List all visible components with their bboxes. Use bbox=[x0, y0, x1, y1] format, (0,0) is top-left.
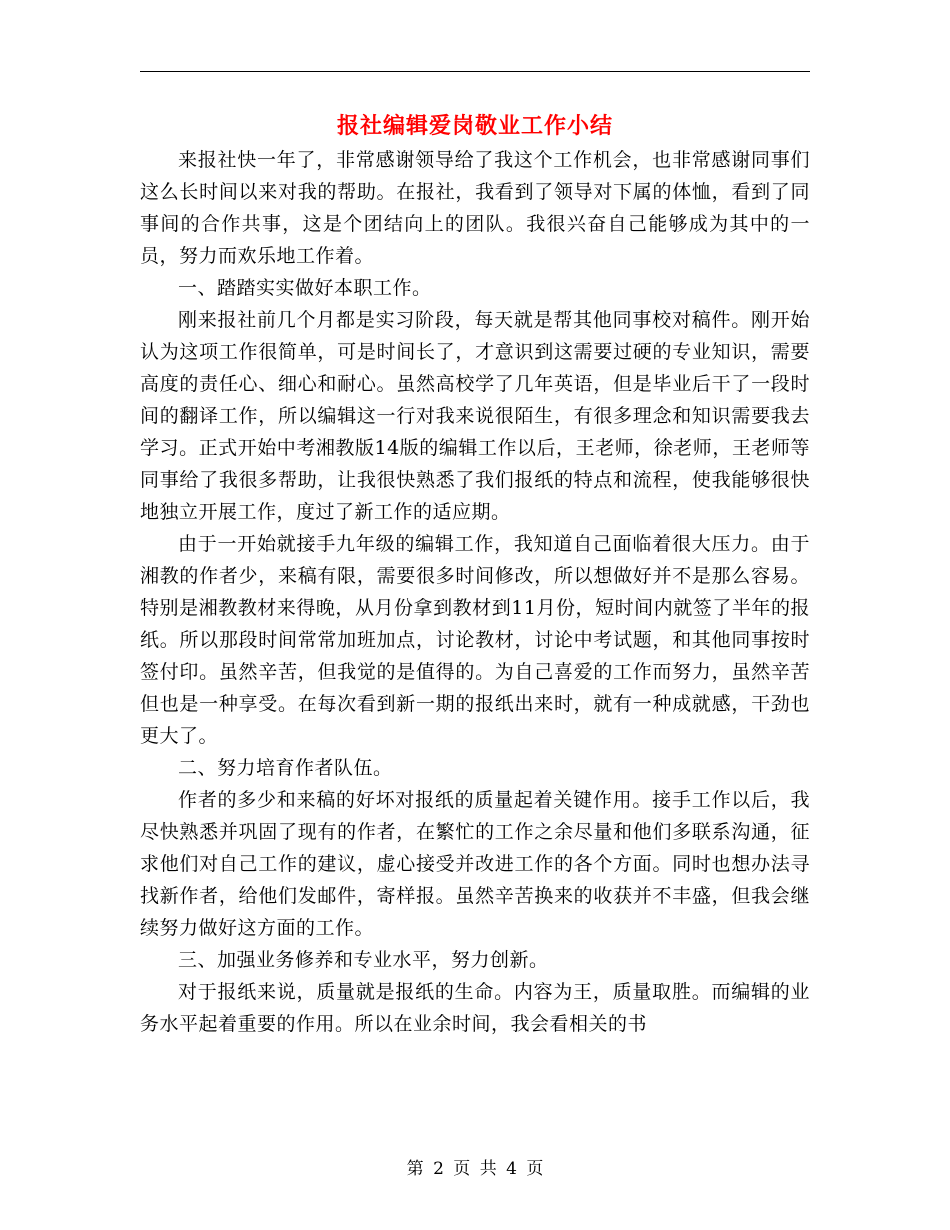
section-heading-3: 三、加强业务修养和专业水平，努力创新。 bbox=[178, 949, 549, 971]
paragraph-2: 由于一开始就接手九年级的编辑工作，我知道自己面临着很大压力。由于湘教的作者少，来稿有限，需要很多时间修改，所以想做好并不是那么容易。特别是湘教教材来得晚，从月份拿到教材到11月份，短时间内就签了半年的报纸。所以那段时间常常加班加点，讨论教材，讨论中考试题，和其他同事按时签付印。虽然辛苦，但我觉的是值得的。为自己喜爱的工作而努力，虽然辛苦但也是一种享受。在每次看到新一期的报纸出来时，就有一种成就感，干劲也更大了。 bbox=[140, 533, 810, 747]
page-number-footer: 第 2 页 共 4 页 bbox=[406, 1159, 544, 1179]
document-title: 报社编辑爱岗敬业工作小结 bbox=[336, 113, 613, 139]
paragraph-3: 作者的多少和来稿的好坏对报纸的质量起着关键作用。接手工作以后，我尽快熟悉并巩固了现有的作者，在繁忙的工作之余尽量和他们多联系沟通，征求他们对自己工作的建议，虚心接受并改进工作的各个方面。同时也想办法寻找新作者，给他们发邮件，寄样报。虽然辛苦换来的收获并不丰盛，但我会继续努力做好这方面的工作。 bbox=[140, 789, 810, 939]
document-body bbox=[140, 144, 810, 1040]
section-heading-2: 二、努力培育作者队伍。 bbox=[178, 757, 393, 779]
paragraph-1: 刚来报社前几个月都是实习阶段，每天就是帮其他同事校对稿件。刚开始认为这项工作很简单，可是时间长了，才意识到这需要过硬的专业知识，需要高度的责任心、细心和耐心。虽然高校学了几年英语，但是毕业后干了一段时间的翻译工作，所以编辑这一行对我来说很陌生，有很多理念和知识需要我去学习。正式开始中考湘教版14版的编辑工作以后，王老师，徐老师，王老师等同事给了我很多帮助，让我很快熟悉了我们报纸的特点和流程，使我能够很快地独立开展工作，度过了新工作的适应期。 bbox=[140, 309, 810, 523]
section-heading-1: 一、踏踏实实做好本职工作。 bbox=[178, 277, 432, 299]
header-rule bbox=[140, 71, 810, 72]
paragraph-4: 对于报纸来说，质量就是报纸的生命。内容为王，质量取胜。而编辑的业务水平起着重要的作用。所以在业余时间，我会看相关的书 bbox=[140, 981, 810, 1035]
paragraph-intro: 来报社快一年了，非常感谢领导给了我这个工作机会，也非常感谢同事们这么长时间以来对我的帮助。在报社，我看到了领导对下属的体恤，看到了同事间的合作共事，这是个团结向上的团队。我很兴奋自己能够成为其中的一员，努力而欢乐地工作着。 bbox=[140, 149, 810, 267]
